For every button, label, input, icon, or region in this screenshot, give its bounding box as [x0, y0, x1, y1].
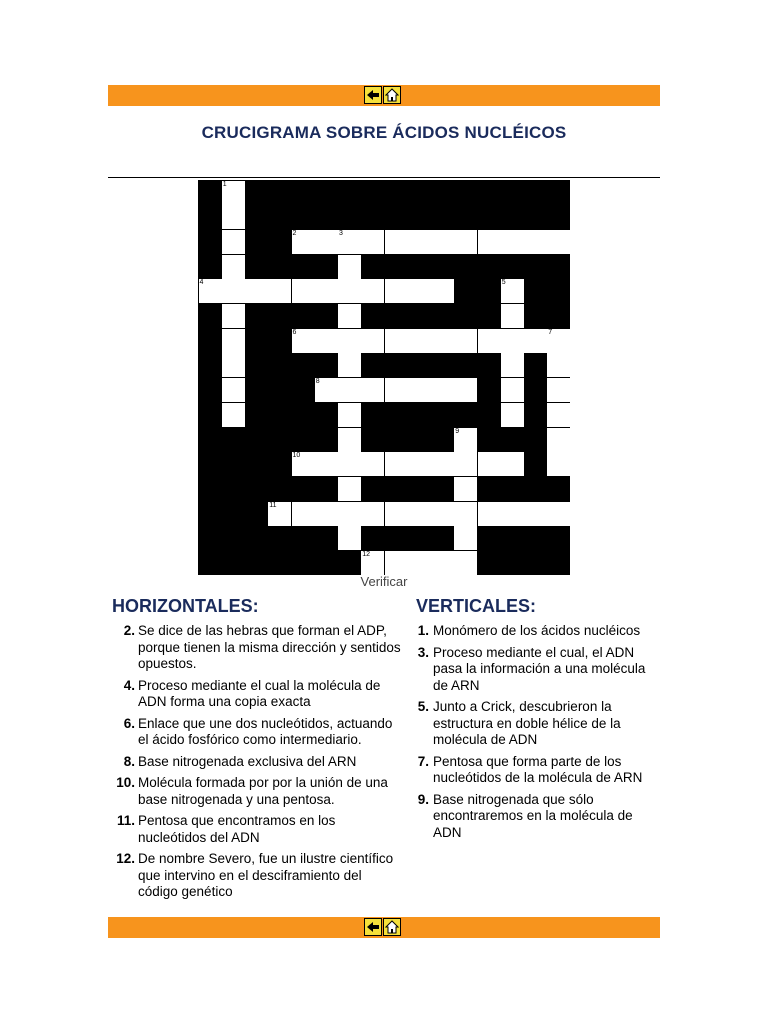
crossword-cell[interactable] [268, 502, 291, 526]
clue-item [416, 699, 656, 749]
crossword-cell[interactable] [292, 279, 315, 303]
crossword-cell[interactable] [338, 353, 361, 377]
crossword-cell[interactable] [501, 452, 524, 476]
crossword-cell[interactable] [454, 526, 477, 550]
crossword-cell[interactable] [385, 329, 408, 353]
clue-text: Enlace que une dos nucleótidos, actuando el ácido fosfórico como intermediario. [138, 715, 393, 747]
title-divider [108, 177, 660, 178]
clue-item [112, 716, 402, 749]
crossword-cell[interactable] [547, 230, 570, 254]
crossword-cell[interactable] [431, 502, 454, 526]
clue-number: 8. [123, 753, 135, 769]
clue-item [112, 754, 402, 771]
crossword-cell[interactable] [547, 452, 570, 476]
clue-text: Pentosa que encontramos en los nucleótidos del ADN [138, 813, 336, 845]
clue-list-horizontal [112, 623, 402, 901]
crossword-cell[interactable] [338, 452, 361, 476]
crossword-cell[interactable] [338, 279, 361, 303]
clue-item [416, 792, 656, 842]
home-icon [385, 88, 399, 102]
horizontal-clues [112, 596, 402, 906]
crossword-cell[interactable] [431, 452, 454, 476]
crossword-cell[interactable] [222, 181, 245, 205]
home-button[interactable] [383, 918, 401, 936]
crossword-cell[interactable] [315, 230, 338, 254]
crossword-cell[interactable] [547, 502, 570, 526]
clue-text: Base nitrogenada exclusiva del ARN [138, 753, 357, 769]
crossword-cell[interactable] [222, 255, 245, 279]
cell-number: 5 [501, 279, 506, 287]
clue-number: 6. [123, 715, 135, 731]
clue-number: 7. [417, 753, 429, 769]
clue-number: 1. [417, 623, 429, 638]
cell-number: 8 [315, 378, 320, 386]
crossword-cell[interactable] [454, 428, 477, 452]
crossword-cell[interactable] [315, 279, 338, 303]
crossword-cell[interactable] [222, 279, 245, 303]
vertical-heading: VERTICALES: [416, 596, 537, 616]
crossword-cell[interactable] [292, 502, 315, 526]
clue-list-vertical [416, 623, 656, 841]
crossword-cell[interactable] [361, 378, 384, 402]
clue-text: Pentosa que forma parte de los nucleótidos de la molécula de ARN [433, 753, 643, 785]
crossword-cell[interactable] [454, 230, 477, 254]
crossword-cell[interactable] [338, 477, 361, 501]
back-button[interactable] [364, 86, 382, 104]
crossword-cell[interactable] [315, 452, 338, 476]
cell-number: 9 [455, 427, 460, 435]
crossword-cell[interactable] [361, 452, 384, 476]
crossword-cell[interactable] [408, 378, 431, 402]
home-icon [385, 920, 399, 934]
crossword-cell[interactable] [408, 230, 431, 254]
crossword-cell[interactable] [547, 428, 570, 452]
crossword-cell[interactable] [408, 329, 431, 353]
cell-number: 4 [199, 279, 204, 287]
cell-number: 6 [292, 328, 297, 336]
crossword-cell[interactable] [338, 255, 361, 279]
crossword-cell[interactable] [222, 205, 245, 229]
crossword-cell[interactable] [431, 329, 454, 353]
clue-text: Se dice de las hebras que forman el ADP, porque tienen la misma dirección y sentidos opuestos. [138, 623, 401, 671]
crossword-cell[interactable] [338, 428, 361, 452]
clue-text: Proceso mediante el cual la molécula de ADN forma una copia exacta [138, 677, 381, 709]
crossword-cell[interactable] [547, 329, 570, 353]
nav-icons [364, 86, 401, 105]
crossword-cell[interactable] [338, 502, 361, 526]
crossword-cell[interactable] [524, 502, 547, 526]
home-button[interactable] [383, 86, 401, 104]
clue-text: De nombre Severo, fue un ilustre científico que intervino en el desciframiento del código genético [138, 851, 394, 899]
clue-item [416, 754, 656, 787]
crossword-cell[interactable] [338, 526, 361, 550]
cell-number: 3 [339, 229, 343, 237]
clue-item [416, 623, 656, 640]
crossword-cell[interactable] [431, 230, 454, 254]
cell-number: 1 [222, 180, 227, 188]
clue-item [416, 645, 656, 695]
crossword-cell[interactable] [361, 230, 384, 254]
crossword-cell[interactable] [501, 304, 524, 328]
verify-button[interactable]: Verificar [360, 574, 408, 589]
clue-text: Molécula formada por por la unión de una base nitrogenada y una pentosa. [138, 775, 388, 807]
clue-number: 3. [417, 644, 429, 660]
crossword-cell[interactable] [501, 329, 524, 353]
clue-number: 4. [123, 677, 135, 693]
crossword-cell[interactable] [501, 378, 524, 402]
crossword-cell[interactable] [199, 279, 222, 303]
clue-item [112, 775, 402, 808]
cell-number: 12 [362, 551, 371, 558]
cell-number: 2 [292, 229, 297, 237]
crossword-cell[interactable] [338, 378, 361, 402]
clue-text: Proceso mediante el cual, el ADN pasa la información a una molécula de ARN [433, 644, 646, 693]
crossword-cell[interactable] [524, 230, 547, 254]
crossword-cell[interactable] [478, 329, 501, 353]
page-title: CRUCIGRAMA SOBRE ÁCIDOS NUCLÉICOS [201, 123, 567, 142]
crossword-cell[interactable] [315, 378, 338, 402]
crossword-cell[interactable] [292, 230, 315, 254]
crossword-cell[interactable] [454, 477, 477, 501]
crossword-cell[interactable] [385, 230, 408, 254]
crossword-cell[interactable] [501, 230, 524, 254]
crossword-cell[interactable] [454, 329, 477, 353]
clue-text: Junto a Crick, descubrieron la estructura en doble hélice de la molécula de ADN [433, 699, 621, 747]
crossword-cell[interactable] [338, 230, 361, 254]
crossword-cell[interactable] [547, 353, 570, 377]
crossword-cell[interactable] [292, 452, 315, 476]
cell-number: 7 [548, 328, 553, 336]
clue-number: 11. [116, 813, 135, 828]
vertical-clues [416, 596, 656, 846]
crossword-cell[interactable] [385, 502, 408, 526]
crossword-cell[interactable] [431, 378, 454, 402]
crossword-cell[interactable] [315, 329, 338, 353]
crossword-cell[interactable] [501, 353, 524, 377]
back-button[interactable] [364, 918, 382, 936]
back-arrow-icon [366, 920, 380, 934]
crossword-cell[interactable] [454, 378, 477, 402]
clue-number: 12. [116, 851, 135, 866]
crossword-cell[interactable] [478, 230, 501, 254]
clue-item [112, 851, 402, 901]
crossword-cell[interactable] [408, 551, 431, 575]
crossword-cell[interactable] [222, 378, 245, 402]
clue-number: 2. [123, 623, 135, 638]
crossword-cell[interactable] [222, 403, 245, 427]
crossword-cell[interactable] [222, 353, 245, 377]
crossword-cell[interactable] [338, 304, 361, 328]
crossword-grid [198, 180, 570, 575]
cell-number: 10 [292, 452, 301, 460]
crossword-cell[interactable] [454, 502, 477, 526]
crossword-cell[interactable] [385, 378, 408, 402]
clue-text: Base nitrogenada que sólo encontraremos en la molécula de ADN [433, 791, 633, 840]
crossword-cell[interactable] [385, 452, 408, 476]
crossword-cell[interactable] [222, 304, 245, 328]
crossword-cell[interactable] [222, 230, 245, 254]
crossword-cell[interactable] [408, 279, 431, 303]
clue-number: 5. [417, 699, 429, 714]
crossword-cell[interactable] [361, 279, 384, 303]
crossword-cell[interactable] [524, 329, 547, 353]
crossword-cell[interactable] [547, 403, 570, 427]
crossword-cell[interactable] [431, 279, 454, 303]
crossword-cell[interactable] [501, 403, 524, 427]
nav-icons [364, 918, 401, 937]
crossword-cell[interactable] [222, 329, 245, 353]
horizontal-heading: HORIZONTALES: [112, 596, 259, 616]
crossword-cell[interactable] [361, 329, 384, 353]
back-arrow-icon [366, 88, 380, 102]
crossword-cell[interactable] [408, 452, 431, 476]
crossword-cell[interactable] [431, 551, 454, 575]
clue-item [112, 678, 402, 711]
crossword-cell[interactable] [315, 502, 338, 526]
crossword-cell[interactable] [385, 279, 408, 303]
crossword-cell[interactable] [478, 452, 501, 476]
crossword-cell[interactable] [501, 502, 524, 526]
crossword-cell[interactable] [361, 551, 384, 575]
crossword-cell[interactable] [338, 403, 361, 427]
crossword-cell[interactable] [478, 502, 501, 526]
clue-number: 10. [116, 775, 135, 790]
crossword-cell[interactable] [268, 279, 291, 303]
crossword-cell[interactable] [547, 378, 570, 402]
clue-item [112, 623, 402, 673]
crossword-cell[interactable] [454, 551, 477, 575]
top-nav-bar [108, 85, 660, 106]
cell-number: 11 [269, 501, 277, 509]
crossword-cell[interactable] [361, 502, 384, 526]
bottom-nav-bar [108, 917, 660, 938]
clue-item [112, 813, 402, 846]
crossword-cell[interactable] [292, 329, 315, 353]
crossword-cell[interactable] [338, 329, 361, 353]
crossword-cell[interactable] [385, 551, 408, 575]
crossword-cell[interactable] [501, 279, 524, 303]
clue-text: Monómero de los ácidos nucléicos [433, 623, 641, 638]
crossword-cell[interactable] [454, 452, 477, 476]
clue-number: 9. [417, 791, 429, 807]
crossword-cell[interactable] [408, 502, 431, 526]
crossword-cell[interactable] [245, 279, 268, 303]
